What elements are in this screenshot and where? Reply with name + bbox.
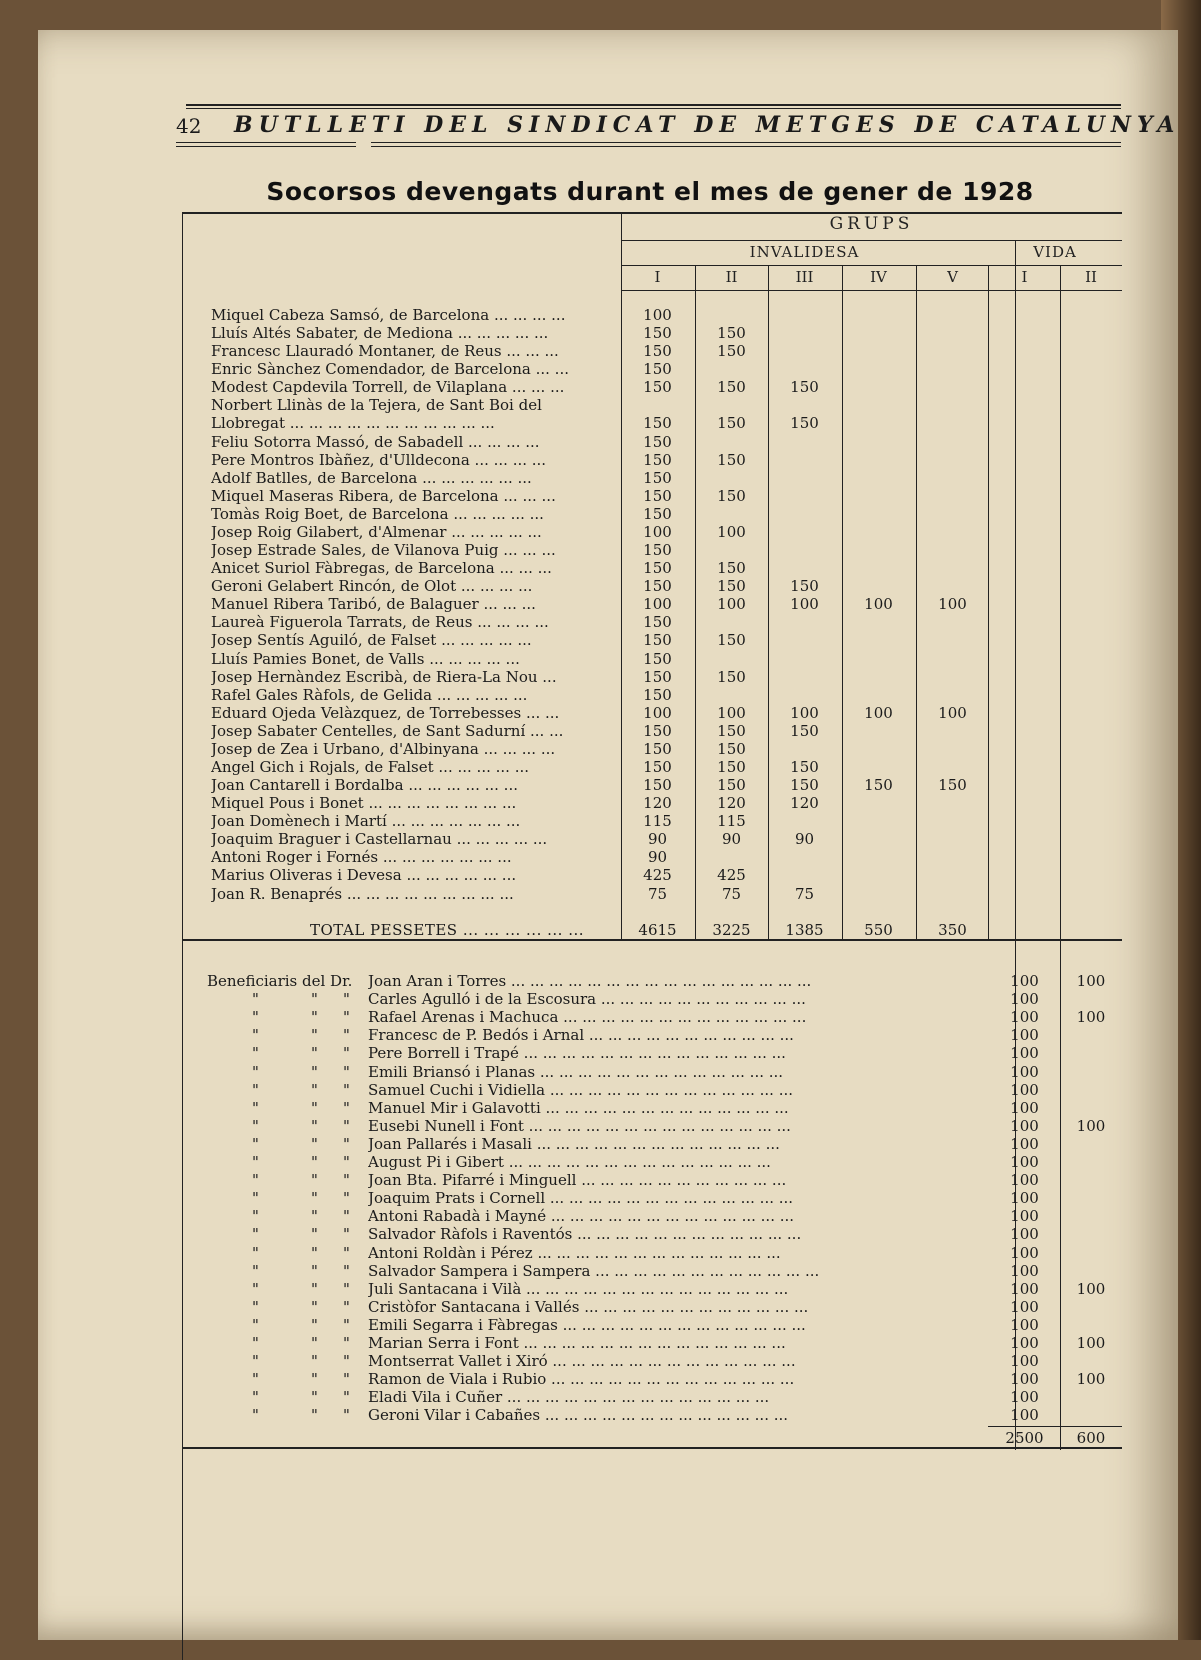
beneficiary-name: Eusebi Nunell i Font ... ... ... ... ... ... ... ... ... ... ... ... ... ...: [368, 1116, 791, 1135]
table-cell-value: 100: [864, 703, 893, 722]
table-cell-value: 150: [643, 739, 672, 758]
beneficiary-name: Antoni Roldàn i Pérez ... ... ... ... ... ... ... ... ... ... ... ... ...: [368, 1243, 781, 1262]
table-cell-value: 150: [717, 486, 746, 505]
table-cell-value: 150: [643, 758, 672, 776]
table-cell-value: 150: [643, 450, 672, 469]
ditto-mark: ": [252, 1062, 259, 1081]
ditto-mark: ": [311, 1261, 318, 1280]
vida-i-value: 100: [1010, 1352, 1039, 1371]
table-cell-value: 100: [790, 703, 819, 722]
vida-i-value: 100: [1010, 1008, 1039, 1027]
ditto-mark: ": [252, 1080, 259, 1099]
table-cell-value: 115: [717, 812, 746, 831]
beneficiary-name: August Pi i Gibert ... ... ... ... ... ... ... ... ... ... ... ... ... ...: [368, 1153, 771, 1171]
vida-i-value: 100: [1010, 990, 1039, 1009]
beneficiaries-prefix: Beneficiaris del Dr.: [207, 972, 353, 990]
table-cell-value: 100: [790, 595, 819, 614]
table-cell-value: 100: [717, 703, 746, 722]
beneficiary-name: Manuel Mir i Galavotti ... ... ... ... ... ... ... ... ... ... ... ... ...: [368, 1098, 789, 1117]
ditto-mark: ": [252, 1297, 259, 1316]
table-cell-value: 150: [643, 577, 672, 596]
table-cell-value: 150: [717, 721, 746, 740]
table-row-name: Geroni Gelabert Rincón, de Olot ... ... ... ...: [211, 577, 533, 596]
ditto-mark: ": [343, 1315, 350, 1334]
total-value: 1385: [785, 921, 824, 939]
table-cell-value: 150: [938, 776, 967, 795]
beneficiary-name: Emili Segarra i Fàbregas ... ... ... ... ... ... ... ... ... ... ... ... ...: [368, 1315, 806, 1334]
ditto-mark: ": [252, 1044, 259, 1063]
header-invalidesa-group: IV: [870, 268, 887, 286]
table-row-name: Miquel Cabeza Samsó, de Barcelona ... ... ... ...: [211, 306, 566, 324]
ditto-mark: ": [343, 1297, 350, 1316]
table-cell-value: 150: [790, 414, 819, 433]
table-cell-value: 150: [717, 776, 746, 795]
vida-i-value: 100: [1010, 1243, 1039, 1262]
beneficiary-name: Montserrat Vallet i Xiró ... ... ... ... ... ... ... ... ... ... ... ... ...: [368, 1352, 796, 1371]
table-cell-value: 75: [647, 884, 668, 903]
table-cell-value: 150: [790, 758, 819, 776]
table-cell-value: 150: [717, 758, 746, 776]
table-cell-value: 90: [721, 830, 742, 849]
ditto-mark: ": [343, 1062, 350, 1081]
table-cell-value: 75: [721, 884, 742, 903]
table-row-name: Modest Capdevila Torrell, de Vilaplana ... ... ...: [211, 378, 565, 397]
vida-i-value: 100: [1010, 1080, 1039, 1099]
vida-ii-value: 100: [1076, 1008, 1106, 1027]
table-cell-value: 150: [643, 342, 672, 361]
header-invalidesa-group: III: [795, 268, 814, 286]
vida-i-total: 2500: [1005, 1429, 1044, 1447]
table-cell-value: 150: [790, 721, 819, 740]
header-invalidesa-group: I: [654, 268, 661, 286]
table-cell-value: 100: [643, 522, 672, 541]
table-cell-value: 425: [643, 866, 672, 885]
ditto-mark: ": [343, 1352, 350, 1371]
beneficiary-name: Eladi Vila i Cuñer ... ... ... ... ... ... ... ... ... ... ... ... ... ...: [368, 1388, 770, 1407]
table-cell-value: 150: [643, 504, 672, 523]
table-cell-value: 115: [643, 812, 672, 831]
table-row-name: Pere Montros Ibàñez, d'Ulldecona ... ... ... ...: [211, 450, 547, 469]
vida-i-value: 100: [1010, 1026, 1039, 1045]
table-row-name: Marius Oliveras i Devesa ... ... ... ... ... ...: [211, 866, 517, 885]
beneficiary-name: Cristòfor Santacana i Vallés ... ... ... ... ... ... ... ... ... ... ... ...: [368, 1297, 809, 1316]
ditto-mark: ": [252, 1189, 259, 1208]
ditto-mark: ": [311, 1207, 318, 1226]
table-cell-value: 150: [643, 685, 672, 704]
table-cell-value: 100: [938, 595, 967, 614]
table-cell-value: 150: [717, 739, 746, 758]
table-row-name: Norbert Llinàs de la Tejera, de Sant Boi del: [211, 396, 542, 415]
ditto-mark: ": [343, 1334, 350, 1352]
table-row-name: Josep Sentís Aguiló, de Falset ... ... ... ... ...: [211, 631, 532, 650]
table-row-name: Joaquim Braguer i Castellarnau ... ... ... ... ...: [211, 830, 548, 849]
beneficiary-name: Rafael Arenas i Machuca ... ... ... ... ... ... ... ... ... ... ... ... ...: [368, 1008, 807, 1027]
ditto-mark: ": [343, 1080, 350, 1099]
table-cell-value: 100: [717, 522, 746, 541]
table-cell-value: 150: [643, 414, 672, 433]
beneficiary-name: Joan Pallarés i Masali ... ... ... ... ... ... ... ... ... ... ... ... ...: [368, 1134, 780, 1153]
table-row-name: Rafel Gales Ràfols, de Gelida ... ... ... ... ...: [211, 685, 528, 704]
total-value: 350: [938, 921, 967, 939]
ditto-mark: ": [343, 1171, 350, 1190]
ditto-mark: ": [252, 1352, 259, 1371]
ditto-mark: ": [311, 1352, 318, 1371]
vida-ii-value: 100: [1076, 1334, 1106, 1352]
table-row-name: Josep Roig Gilabert, d'Almenar ... ... ... ... ...: [211, 522, 542, 541]
vida-i-value: 100: [1010, 1116, 1039, 1135]
table-left-rule: [182, 212, 183, 1660]
table-row-name: Josep Sabater Centelles, de Sant Sadurní ... ...: [211, 721, 564, 740]
ditto-mark: ": [252, 1153, 259, 1171]
table-cell-value: 150: [717, 559, 746, 578]
table-row-name: Josep de Zea i Urbano, d'Albinyana ... ... ... ...: [211, 739, 556, 758]
vida-i-value: 100: [1010, 1062, 1039, 1081]
ditto-mark: ": [252, 1171, 259, 1190]
ditto-mark: ": [252, 1207, 259, 1226]
ditto-mark: ": [343, 1189, 350, 1208]
ditto-mark: ": [252, 1026, 259, 1045]
ditto-mark: ": [311, 1134, 318, 1153]
table-cell-value: 150: [643, 541, 672, 560]
table-cell-value: 150: [643, 559, 672, 578]
vida-i-value: 100: [1010, 1098, 1039, 1117]
ditto-mark: ": [252, 1225, 259, 1244]
table-cell-value: 150: [864, 776, 893, 795]
table-cell-value: 150: [717, 378, 746, 397]
vida-i-value: 100: [1010, 1225, 1039, 1244]
header-invalidesa-group: II: [725, 268, 738, 286]
beneficiary-name: Pere Borrell i Trapé ... ... ... ... ... ... ... ... ... ... ... ... ... ...: [368, 1044, 786, 1063]
ditto-mark: ": [252, 1098, 259, 1117]
beneficiary-name: Geroni Vilar i Cabañes ... ... ... ... ... ... ... ... ... ... ... ... ...: [368, 1406, 789, 1425]
vida-i-value: 100: [1010, 1171, 1039, 1190]
ditto-mark: ": [252, 1388, 259, 1407]
ditto-mark: ": [311, 1297, 318, 1316]
ditto-mark: ": [343, 1207, 350, 1226]
vida-i-value: 100: [1010, 1261, 1039, 1280]
table-cell-value: 425: [717, 866, 746, 885]
header-invalidesa-group: V: [947, 268, 958, 286]
total-value: 550: [864, 921, 893, 939]
table-cell-value: 90: [794, 830, 815, 849]
header-rule: [621, 290, 1122, 291]
table-cell-value: 150: [790, 577, 819, 596]
table-cell-value: 150: [643, 360, 672, 379]
table-cell-value: 150: [717, 414, 746, 433]
table-cell-value: 150: [790, 776, 819, 795]
ditto-mark: ": [252, 1243, 259, 1262]
header-vida: VIDA: [1033, 243, 1077, 261]
page-number: 42: [176, 114, 202, 138]
ditto-mark: ": [252, 1370, 259, 1389]
header-rule: [621, 240, 1122, 241]
total-value: 4615: [638, 921, 677, 939]
table-cell-value: 150: [643, 776, 672, 795]
table-cell-value: 150: [643, 721, 672, 740]
header-vida-group: II: [1085, 268, 1097, 286]
vida-i-value: 100: [1010, 1334, 1039, 1352]
ditto-mark: ": [343, 1026, 350, 1045]
vida-i-value: 100: [1010, 1044, 1039, 1063]
vida-ii-total: 600: [1076, 1429, 1106, 1447]
ditto-mark: ": [252, 1315, 259, 1334]
header-vida-group: I: [1021, 268, 1028, 286]
beneficiary-name: Joan Bta. Pifarré i Minguell ... ... ... ... ... ... ... ... ... ... ...: [368, 1171, 787, 1190]
beneficiary-name: Salvador Sampera i Sampera ... ... ... ... ... ... ... ... ... ... ... ...: [368, 1261, 820, 1280]
ditto-mark: ": [311, 1370, 318, 1389]
table-cell-value: 90: [647, 848, 668, 867]
table-cell-value: 150: [643, 324, 672, 343]
table-row-name: Joan Domènech i Martí ... ... ... ... ... ... ...: [211, 812, 521, 831]
ditto-mark: ": [311, 1062, 318, 1081]
beneficiary-name: Joan Aran i Torres ... ... ... ... ... ... ... ... ... ... ... ... ... ... ... ...: [368, 972, 812, 990]
table-cell-value: 150: [643, 667, 672, 686]
ditto-mark: ": [343, 1116, 350, 1135]
beneficiary-name: Juli Santacana i Vilà ... ... ... ... ... ... ... ... ... ... ... ... ... ...: [368, 1279, 789, 1298]
ditto-mark: ": [311, 1008, 318, 1027]
ditto-mark: ": [311, 1334, 318, 1352]
vida-ii-value: 100: [1076, 1370, 1106, 1389]
table-cell-value: 150: [643, 613, 672, 632]
table-row-name: Llobregat ... ... ... ... ... ... ... ... ... ... ...: [211, 414, 495, 433]
beneficiary-name: Carles Agulló i de la Escosura ... ... ... ... ... ... ... ... ... ... ...: [368, 990, 806, 1009]
table-cell-value: 150: [643, 468, 672, 487]
running-header: [176, 104, 1181, 156]
table-cell-value: 120: [643, 794, 672, 813]
ditto-mark: ": [343, 1044, 350, 1063]
table-cell-value: 150: [717, 342, 746, 361]
ditto-mark: ": [311, 1044, 318, 1063]
table-row-name: Manuel Ribera Taribó, de Balaguer ... ... ...: [211, 595, 536, 614]
vida-ii-value: 100: [1076, 1116, 1106, 1135]
table-row-name: Miquel Maseras Ribera, de Barcelona ... ... ...: [211, 486, 556, 505]
vida-i-value: 100: [1010, 1134, 1039, 1153]
ditto-mark: ": [343, 1243, 350, 1262]
ditto-mark: ": [311, 1098, 318, 1117]
vida-i-value: 100: [1010, 1406, 1039, 1425]
ditto-mark: ": [343, 1098, 350, 1117]
table-cell-value: 100: [643, 703, 672, 722]
table-cell-value: 120: [790, 794, 819, 813]
header-grups: GRUPS: [829, 214, 914, 234]
ditto-mark: ": [343, 1261, 350, 1280]
beneficiary-name: Samuel Cuchi i Vidiella ... ... ... ... ... ... ... ... ... ... ... ... ...: [368, 1080, 793, 1099]
table-row-name: Antoni Roger i Fornés ... ... ... ... ... ... ...: [211, 848, 512, 867]
beneficiary-name: Marian Serra i Font ... ... ... ... ... ... ... ... ... ... ... ... ... ...: [368, 1334, 786, 1352]
table-row-name: Francesc Llauradó Montaner, de Reus ... ... ...: [211, 342, 559, 361]
ditto-mark: ": [252, 1116, 259, 1135]
table-row-name: Miquel Pous i Bonet ... ... ... ... ... ... ... ...: [211, 794, 517, 813]
table-row-name: Angel Gich i Rojals, de Falset ... ... ... ... ...: [211, 758, 530, 776]
table-cell-value: 150: [643, 649, 672, 668]
vida-i-value: 100: [1010, 972, 1039, 990]
table-cell-value: 100: [643, 595, 672, 614]
ditto-mark: ": [343, 1225, 350, 1244]
ditto-mark: ": [311, 1116, 318, 1135]
vida-ii-value: 100: [1076, 972, 1106, 990]
vida-i-value: 100: [1010, 1153, 1039, 1171]
table-row-name: Anicet Suriol Fàbregas, de Barcelona ... ... ...: [211, 559, 552, 578]
ditto-mark: ": [343, 1388, 350, 1407]
table-row-name: Joan R. Benaprés ... ... ... ... ... ... ... ... ...: [211, 884, 514, 903]
beneficiary-name: Francesc de P. Bedós i Arnal ... ... ... ... ... ... ... ... ... ... ...: [368, 1026, 794, 1045]
ditto-mark: ": [252, 1334, 259, 1352]
ditto-mark: ": [252, 1279, 259, 1298]
table-cell-value: 100: [643, 306, 672, 324]
table-row-name: Eduard Ojeda Velàzquez, de Torrebesses ... ...: [211, 703, 560, 722]
table-cell-value: 100: [864, 595, 893, 614]
vida-i-value: 100: [1010, 1207, 1039, 1226]
ditto-mark: ": [343, 1134, 350, 1153]
ditto-mark: ": [311, 1080, 318, 1099]
ditto-mark: ": [311, 1315, 318, 1334]
table-row-name: Joan Cantarell i Bordalba ... ... ... ... ... ...: [211, 776, 518, 795]
total-label: TOTAL PESSETES ... ... ... ... ... ...: [310, 921, 584, 939]
ditto-mark: ": [311, 1225, 318, 1244]
journal-title: BUTLLETI DEL SINDICAT DE METGES DE CATALUNYA: [234, 112, 1181, 138]
ditto-mark: ": [252, 1261, 259, 1280]
table-cell-value: 150: [643, 631, 672, 650]
table-cell-value: 150: [643, 378, 672, 397]
beneficiary-name: Emili Briansó i Planas ... ... ... ... ... ... ... ... ... ... ... ... ...: [368, 1062, 784, 1081]
ditto-mark: ": [343, 1406, 350, 1425]
ditto-mark: ": [311, 1189, 318, 1208]
vida-i-value: 100: [1010, 1189, 1039, 1208]
table-row-name: Lluís Pamies Bonet, de Valls ... ... ... ... ...: [211, 649, 520, 668]
ditto-mark: ": [343, 1279, 350, 1298]
ditto-mark: ": [252, 1134, 259, 1153]
table-row-name: Josep Hernàndez Escribà, de Riera-La Nou ...: [211, 667, 557, 686]
vida-total-rule: [988, 1426, 1122, 1427]
table-row-name: Laureà Figuerola Tarrats, de Reus ... ... ... ...: [211, 613, 549, 632]
table-row-name: Lluís Altés Sabater, de Mediona ... ... ... ... ...: [211, 324, 549, 343]
table-cell-value: 150: [717, 631, 746, 650]
vida-i-value: 100: [1010, 1370, 1039, 1389]
table-cell-value: 75: [794, 884, 815, 903]
beneficiary-name: Salvador Ràfols i Raventós ... ... ... ... ... ... ... ... ... ... ... ...: [368, 1225, 802, 1244]
beneficiary-name: Antoni Rabadà i Mayné ... ... ... ... ... ... ... ... ... ... ... ... ...: [368, 1207, 795, 1226]
table-row-name: Enric Sànchez Comendador, de Barcelona ... ...: [211, 360, 569, 379]
table-cell-value: 150: [643, 486, 672, 505]
total-value: 3225: [712, 921, 751, 939]
table-row-name: Tomàs Roig Boet, de Barcelona ... ... ... ... ...: [211, 504, 544, 523]
ditto-mark: ": [311, 1388, 318, 1407]
ditto-mark: ": [343, 990, 350, 1009]
table-row-name: Adolf Batlles, de Barcelona ... ... ... ... ... ...: [211, 468, 532, 487]
table-cell-value: 150: [717, 324, 746, 343]
table-title: Socorsos devengats durant el mes de gener de 1928: [266, 177, 1034, 206]
ditto-mark: ": [311, 1026, 318, 1045]
table-cell-value: 150: [717, 577, 746, 596]
beneficiary-name: Joaquim Prats i Cornell ... ... ... ... ... ... ... ... ... ... ... ... ...: [368, 1189, 794, 1208]
ditto-mark: ": [252, 990, 259, 1009]
vida-i-value: 100: [1010, 1315, 1039, 1334]
ditto-mark: ": [343, 1008, 350, 1027]
table-mid-rule: [182, 939, 1122, 941]
header-rule: [621, 265, 1122, 266]
table-cell-value: 120: [717, 794, 746, 813]
ditto-mark: ": [343, 1153, 350, 1171]
vida-ii-value: 100: [1076, 1279, 1106, 1298]
table-cell-value: 100: [938, 703, 967, 722]
vida-i-value: 100: [1010, 1297, 1039, 1316]
beneficiary-name: Ramon de Viala i Rubio ... ... ... ... ... ... ... ... ... ... ... ... ...: [368, 1370, 795, 1389]
table-cell-value: 150: [717, 667, 746, 686]
table-cell-value: 150: [643, 432, 672, 451]
table-bottom-rule: [182, 1447, 1122, 1449]
ditto-mark: ": [252, 1008, 259, 1027]
table-cell-value: 100: [717, 595, 746, 614]
ditto-mark: ": [311, 1153, 318, 1171]
header-invalidesa: INVALIDESA: [749, 243, 860, 261]
ditto-mark: ": [311, 1406, 318, 1425]
table-cell-value: 90: [647, 830, 668, 849]
ditto-mark: ": [311, 1279, 318, 1298]
ditto-mark: ": [343, 1370, 350, 1389]
table-row-name: Josep Estrade Sales, de Vilanova Puig ... ... ...: [211, 541, 556, 560]
ditto-mark: ": [311, 990, 318, 1009]
table-cell-value: 150: [790, 378, 819, 397]
ditto-mark: ": [311, 1243, 318, 1262]
table-row-name: Feliu Sotorra Massó, de Sabadell ... ... ... ...: [211, 432, 540, 451]
vida-i-value: 100: [1010, 1388, 1039, 1407]
ditto-mark: ": [252, 1406, 259, 1425]
table-cell-value: 150: [717, 450, 746, 469]
vida-i-value: 100: [1010, 1279, 1039, 1298]
ditto-mark: ": [311, 1171, 318, 1190]
